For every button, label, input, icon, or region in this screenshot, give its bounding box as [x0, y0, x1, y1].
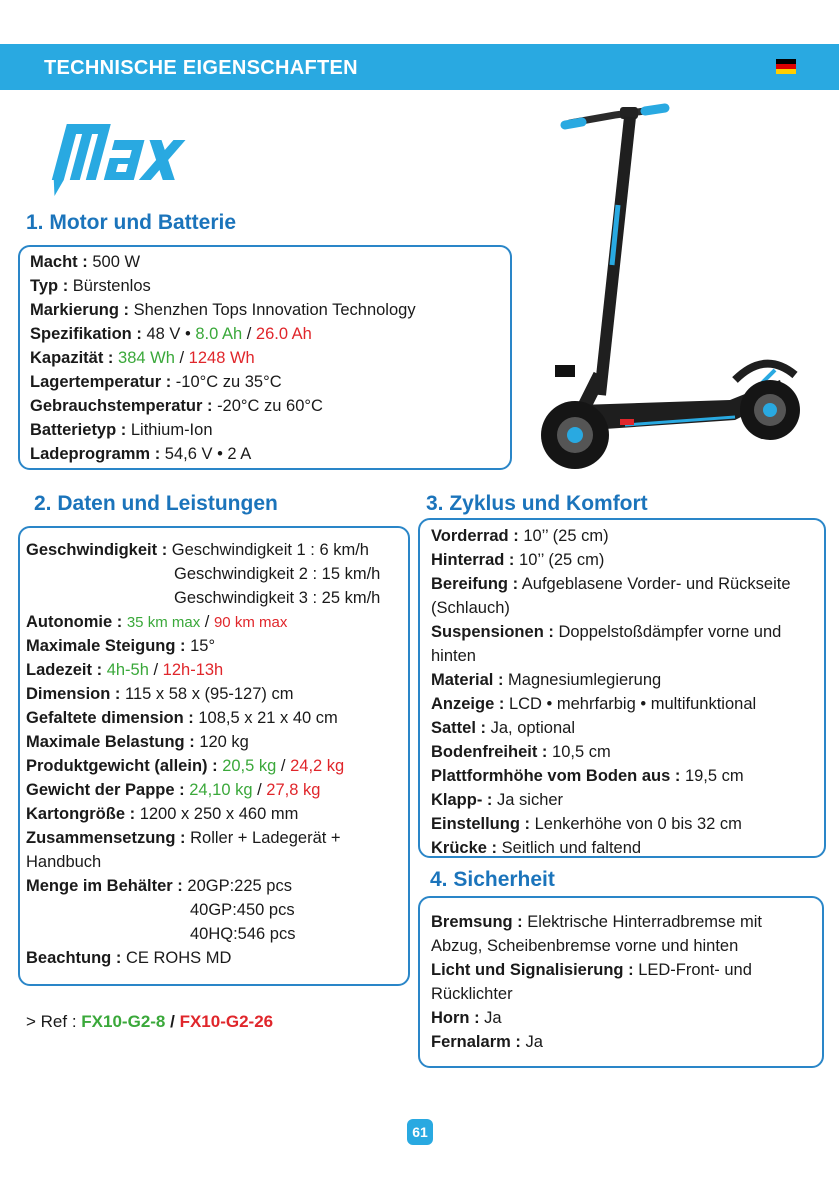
reference-line: > Ref : FX10-G2-8 / FX10-G2-26 [26, 1012, 274, 1031]
spec-tires: Bereifung : Aufgeblasene Vorder- und Rückseite [431, 575, 791, 593]
spec-container-qty-3: 40HQ:546 pcs [190, 925, 296, 943]
spec-composition: Zusammensetzung : Roller + Ladegerät + [26, 829, 341, 847]
spec-container-qty-2: 40GP:450 pcs [190, 901, 295, 919]
spec-saddle: Sattel : Ja, optional [431, 719, 576, 737]
spec-slope: Maximale Steigung : 15° [26, 637, 216, 655]
spec-composition-cont: Handbuch [26, 853, 102, 871]
spec-horn: Horn : Ja [431, 1009, 502, 1027]
spec-speed-2: Geschwindigkeit 2 : 15 km/h [174, 565, 381, 583]
spec-folded-dimension: Gefaltete dimension : 108,5 x 21 x 40 cm [26, 709, 338, 727]
spec-charger: Ladeprogramm : 54,6 V • 2 A [30, 445, 252, 463]
spec-front-wheel: Vorderrad : 10’’ (25 cm) [431, 527, 609, 545]
spec-display: Anzeige : LCD • mehrfarbig • multifunktional [431, 695, 757, 713]
spec-dimension: Dimension : 115 x 58 x (95-127) cm [26, 685, 294, 703]
spec-tires-cont: (Schlauch) [431, 599, 510, 617]
spec-speed: Geschwindigkeit : Geschwindigkeit 1 : 6 km/h [26, 541, 369, 559]
section-title-motor: 1. Motor und Batterie [26, 211, 237, 234]
spec-power: Macht : 500 W [30, 253, 141, 271]
german-flag-icon [776, 59, 796, 74]
spec-alarm: Fernalarm : Ja [431, 1033, 543, 1051]
header-bar [0, 44, 839, 90]
spec-specification: Spezifikation : 48 V • 8.0 Ah / 26.0 Ah [30, 325, 312, 343]
spec-material: Material : Magnesiumlegierung [431, 671, 662, 689]
spec-charge-time: Ladezeit : 4h-5h / 12h-13h [26, 661, 224, 679]
spec-speed-3: Geschwindigkeit 3 : 25 km/h [174, 589, 381, 607]
spec-kickstand: Krücke : Seitlich und faltend [431, 839, 642, 857]
spec-note: Beachtung : CE ROHS MD [26, 949, 232, 967]
spec-adjustment: Einstellung : Lenkerhöhe von 0 bis 32 cm [431, 815, 742, 833]
spec-lights-cont: Rücklichter [431, 985, 513, 1003]
spec-brake-cont: Abzug, Scheibenbremse vorne und hinten [431, 937, 739, 955]
page-title: TECHNISCHE EIGENSCHAFTEN [44, 57, 358, 79]
spec-platform-height: Plattformhöhe vom Boden aus : 19,5 cm [431, 767, 744, 785]
spec-suspension: Suspensionen : Doppelstoßdämpfer vorne und [431, 623, 782, 641]
spec-lights: Licht und Signalisierung : LED-Front- und [431, 961, 752, 979]
spec-box-size: Kartongröße : 1200 x 250 x 460 mm [26, 805, 299, 823]
section-title-data: 2. Daten und Leistungen [34, 492, 278, 515]
spec-suspension-cont: hinten [431, 647, 476, 665]
max-logo [42, 112, 202, 197]
section-title-safety: 4. Sicherheit [430, 868, 555, 891]
spec-storage-temp: Lagertemperatur : -10°C zu 35°C [30, 373, 282, 391]
scooter-image [520, 95, 820, 480]
spec-brand: Markierung : Shenzhen Tops Innovation Technology [30, 301, 416, 319]
page-number: 61 [407, 1119, 433, 1145]
spec-container-qty: Menge im Behälter : 20GP:225 pcs [26, 877, 292, 895]
spec-product-weight: Produktgewicht (allein) : 20,5 kg / 24,2 kg [26, 757, 345, 775]
spec-folding: Klapp- : Ja sicher [431, 791, 564, 809]
spec-usage-temp: Gebrauchstemperatur : -20°C zu 60°C [30, 397, 323, 415]
spec-battery-type: Batterietyp : Lithium-Ion [30, 421, 213, 439]
spec-max-load: Maximale Belastung : 120 kg [26, 733, 249, 751]
spec-capacity: Kapazität : 384 Wh / 1248 Wh [30, 349, 255, 367]
spec-rear-wheel: Hinterrad : 10’’ (25 cm) [431, 551, 605, 569]
spec-box-weight: Gewicht der Pappe : 24,10 kg / 27,8 kg [26, 781, 321, 799]
spec-type: Typ : Bürstenlos [30, 277, 151, 295]
spec-brake: Bremsung : Elektrische Hinterradbremse mit [431, 913, 763, 931]
spec-autonomy: Autonomie : 35 km max / 90 km max [26, 613, 288, 631]
section-title-cycle: 3. Zyklus und Komfort [426, 492, 648, 515]
spec-clearance: Bodenfreiheit : 10,5 cm [431, 743, 611, 761]
